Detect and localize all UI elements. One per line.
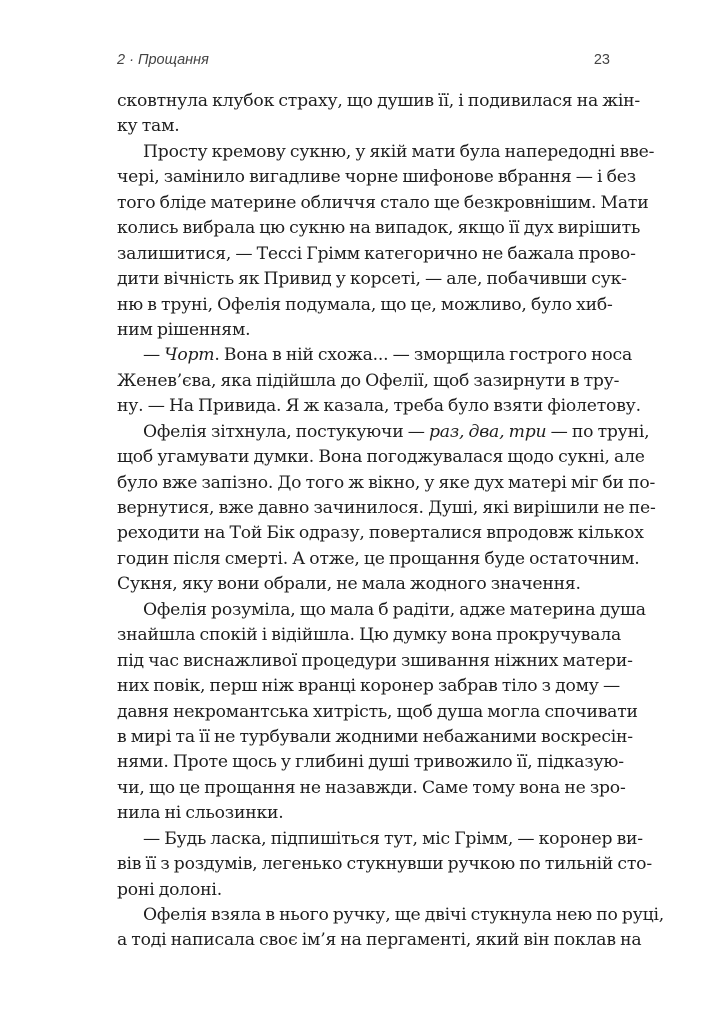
text-segment: Офелія взяла в нього ручку, ще двічі стукнула нею по руці, (143, 905, 665, 925)
text-segment: ню в труні, Офелія подумала, що це, можливо, було хиб- (117, 294, 613, 315)
text-segment: було вже запізно. До того ж вікно, у яке дух матері міг би по- (117, 472, 656, 493)
text-segment: — по труні, (546, 421, 650, 442)
text-line (117, 420, 650, 445)
text-line (117, 394, 641, 419)
text-segment: знайшла спокій і відійшла. Цю думку вона прокручувала (117, 625, 622, 646)
text-line (117, 216, 641, 241)
text-line (117, 776, 626, 801)
text-line (117, 140, 655, 165)
text-line (117, 547, 640, 572)
text-line (117, 89, 641, 114)
text-segment: Сукня, яку вони обрали, не мала жодного значення. (117, 574, 581, 595)
text-line (117, 623, 622, 648)
text-line (117, 878, 611, 903)
running-header-chapter: 2 · Прощання (117, 52, 209, 68)
text-line (117, 496, 656, 521)
text-line (117, 674, 620, 699)
text-line (117, 191, 649, 216)
text-segment: залишитися, — Тессі Грімм категорично не бажала прово- (117, 243, 636, 264)
body-text (117, 89, 665, 954)
text-line (117, 318, 611, 343)
text-segment: Просту кремову сукню, у якій мати була напередодні вве- (143, 141, 655, 162)
text-segment: нями. Проте щось у глибині душі тривожило її, підказую- (117, 752, 624, 773)
text-segment: а тоді написала своє ім’я на пергаменті, який він поклав на (117, 930, 642, 951)
text-segment: давня некромантська хитрість, щоб душа могла спочивати (117, 701, 638, 722)
text-line (117, 242, 636, 267)
text-line (117, 293, 611, 318)
text-line (117, 700, 638, 725)
text-segment: них повік, перш ніж вранці коронер забрав тіло з дому — (117, 676, 620, 697)
text-segment: — Будь ласка, підпишіться тут, міс Грімм, — коронер ви- (143, 828, 643, 849)
text-line (117, 445, 645, 470)
text-segment: вернутися, вже давно зачинилося. Душі, які вирішили не пе- (117, 498, 656, 518)
text-line (117, 471, 656, 496)
text-segment: дити вічність як Привид у корсеті, — але, побачивши сук- (117, 269, 627, 290)
text-segment: сковтнула клубок страху, що душив її, і подивилася на жін- (117, 91, 641, 111)
page-number: 23 (593, 52, 610, 68)
text-line (117, 827, 643, 852)
text-line (117, 801, 611, 826)
text-segment: годин після смерті. А отже, це прощання буде остаточним. (117, 548, 640, 569)
text-segment: того бліде материне обличчя стало ще безкровнішим. Мати (117, 192, 649, 213)
text-segment: Женев’єва, яка підійшла до Офелії, щоб зазирнути в тру- (117, 370, 620, 391)
text-line (117, 521, 644, 546)
text-line (117, 114, 611, 139)
text-segment: вів її з роздумів, легенько стукнувши ручкою по тильній сто- (117, 854, 652, 875)
text-line (117, 852, 652, 877)
text-line (117, 572, 611, 597)
text-segment: в мирі та її не турбували жодними небажаними воскресін- (117, 726, 633, 747)
text-segment: чи, що це прощання не назавжди. Саме тому вона не зро- (117, 777, 626, 798)
italic-text: раз, два, три (428, 421, 547, 442)
text-segment: Офелія розуміла, що мала б радіти, адже материна душа (143, 599, 646, 620)
text-line (117, 750, 624, 775)
text-line (117, 165, 636, 190)
text-segment: Офелія зітхнула, постукуючи — (143, 421, 429, 442)
text-segment: . Вона в ній схожа... — зморщила гострого носа (214, 345, 633, 366)
text-segment: роні долоні. (117, 879, 222, 900)
text-line (117, 903, 665, 928)
text-line (117, 649, 633, 674)
text-line (117, 343, 633, 368)
text-line (117, 369, 620, 394)
text-segment: чері, замінило вигадливе чорне шифонове вбрання — і без (117, 167, 636, 188)
text-segment: щоб угамувати думки. Вона погоджувалася щодо сукні, але (117, 447, 645, 468)
text-segment: ним рішенням. (117, 319, 251, 340)
text-segment: під час виснажливої процедури зшивання ніжних матери- (117, 650, 633, 671)
text-segment: колись вибрала цю сукню на випадок, якщо її дух вирішить (117, 218, 641, 239)
text-line (117, 725, 633, 750)
text-segment: реходити на Той Бік одразу, поверталися впродовж кількох (117, 523, 644, 544)
text-line (117, 598, 646, 623)
text-segment: ку там. (117, 116, 180, 137)
text-segment: — (143, 345, 165, 366)
text-segment: нила ні сльозинки. (117, 803, 284, 824)
italic-text: Чорт (164, 345, 215, 366)
text-line (117, 267, 627, 292)
text-line (117, 928, 642, 953)
text-segment: ну. — На Привида. Я ж казала, треба було взяти фіолетову. (117, 396, 641, 417)
